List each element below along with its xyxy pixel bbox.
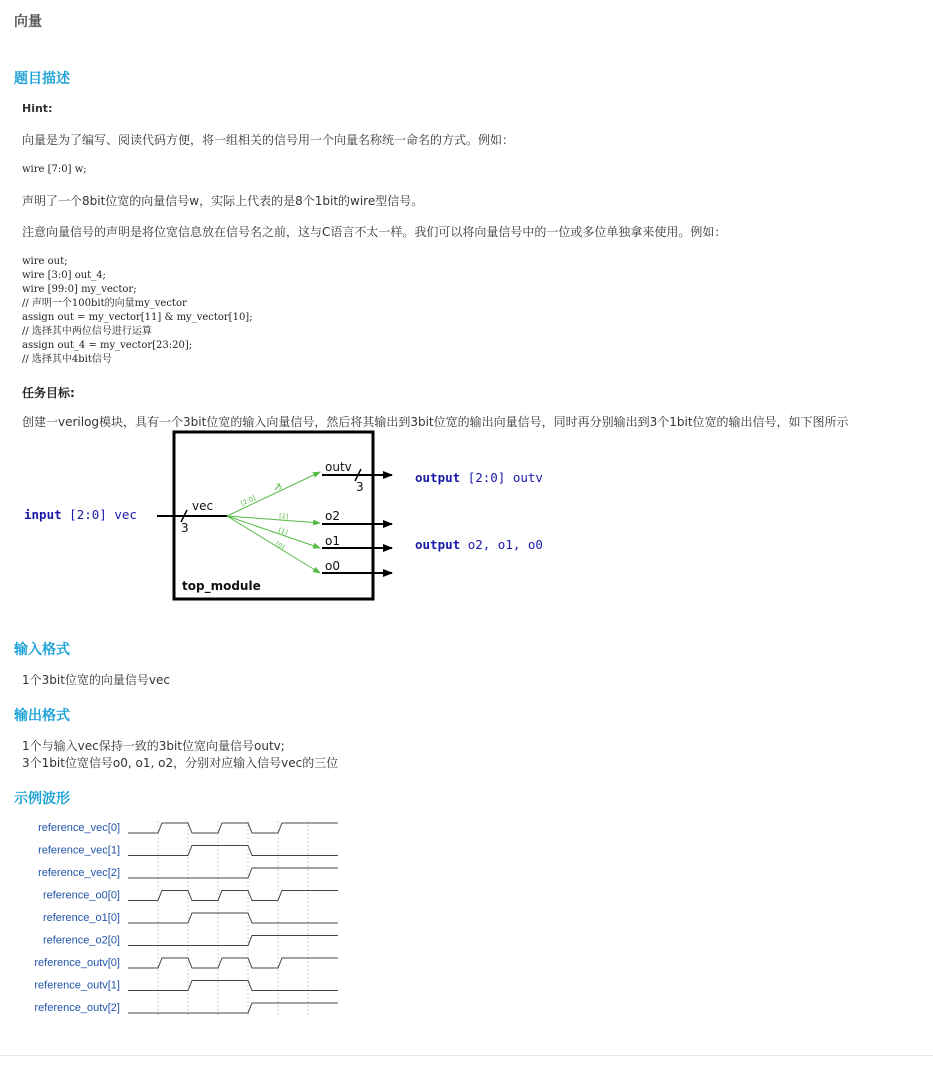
page-title: 向量 [14, 14, 42, 30]
waveform-chart [0, 815, 360, 1030]
waveform-signal-label: reference_o2[0] [42, 934, 120, 947]
waveform-signal-label: reference_o0[0] [42, 889, 120, 902]
code-line: wire [3:0] out_4; [22, 270, 106, 281]
waveform-signal-label: reference_vec[2] [38, 867, 120, 879]
bus-label-full: [2:0] [239, 493, 257, 508]
hint-label: Hint: [22, 102, 53, 115]
waveform-trace [128, 981, 338, 991]
code-example-2 [22, 255, 253, 367]
section-heading-input-format: 输入格式 [14, 642, 70, 658]
waveform-signal-label: reference_outv[0] [34, 957, 120, 969]
code-line: wire out; [22, 256, 68, 267]
output-keyword: output [415, 470, 461, 485]
waveform-signal-label: reference_outv[2] [34, 1002, 120, 1014]
description-paragraph-2: 声明了一个8bit位宽的向量信号w，实际上代表的是8个1bit的wire型信号。 [22, 194, 424, 208]
input-keyword: input [24, 507, 62, 522]
o1-label: o1 [325, 534, 340, 548]
section-heading-waveform: 示例波形 [14, 791, 70, 807]
output-keyword: output [415, 537, 461, 552]
waveform-signal-label: reference_vec[0] [38, 822, 120, 834]
input-signal: [2:0] vec [69, 507, 137, 522]
code-line: wire [99:0] my_vector; [22, 284, 137, 295]
waveform-trace [128, 1003, 338, 1013]
outv-label: outv [325, 460, 352, 474]
footer-divider [0, 1055, 933, 1056]
section-heading-description: 题目描述 [14, 71, 70, 87]
output-format-line-2: 3个1bit位宽信号o0, o1, o2，分别对应输入信号vec的三位 [22, 756, 339, 770]
section-heading-output-format: 输出格式 [14, 708, 70, 724]
waveform-signal-label: reference_vec[1] [38, 844, 120, 857]
description-paragraph-1: 向量是为了编写、阅读代码方便，将一组相关的信号用一个向量名称统一命名的方式。例如： [22, 133, 515, 147]
code-comment: // 选择其中4bit信号 [22, 354, 112, 365]
output-width-label: 3 [356, 480, 364, 494]
task-label: 任务目标: [22, 386, 75, 400]
code-comment: // 选择其中两位信号进行运算 [22, 326, 152, 337]
input-declaration [24, 507, 137, 522]
bus-label-bit1: [1] [277, 526, 289, 537]
green-wire-o0 [227, 516, 320, 573]
waveform-labels [34, 822, 120, 1014]
task-text: 创建一verilog模块，具有一个3bit位宽的输入向量信号，然后将其输出到3bit位宽的输出向量信号，同时再分别输出到3个1bit位宽的输出信号，如下图所示 [22, 415, 849, 429]
code-comment: // 声明一个100bit的向量my_vector [22, 298, 187, 309]
waveform-signal-label: reference_outv[1] [34, 979, 120, 992]
o2-label: o2 [325, 509, 340, 523]
output-bits-signals: o2, o1, o0 [467, 537, 543, 552]
waveform-trace [128, 936, 338, 946]
bus-label-bit2: [2] [278, 512, 289, 521]
waveform-grid [158, 821, 308, 1018]
output-vector-declaration [415, 470, 543, 485]
green-wire-outv [227, 472, 320, 516]
waveform-trace [128, 958, 338, 968]
waveform-signal-label: reference_o1[0] [42, 912, 120, 924]
green-wire-o1 [227, 516, 320, 548]
waveform-trace [128, 868, 338, 878]
waveform-trace [128, 846, 338, 856]
vec-label: vec [192, 499, 214, 513]
output-bits-declaration [415, 537, 543, 552]
o0-label: o0 [325, 559, 340, 573]
code-line: assign out_4 = my_vector[23:20]; [22, 340, 193, 351]
output-vector-signal: [2:0] outv [467, 470, 543, 485]
waveform-trace [128, 913, 338, 923]
waveform-trace [128, 823, 338, 833]
input-format-text: 1个3bit位宽的向量信号vec [22, 673, 171, 687]
code-example-1: wire [7:0] w; [22, 164, 87, 175]
output-format-line-1: 1个与输入vec保持一致的3bit位宽向量信号outv; [22, 739, 285, 753]
green-width-label: 3 [275, 481, 284, 492]
module-diagram [0, 428, 933, 606]
input-width-label: 3 [181, 521, 189, 535]
bus-label-bit0: [0] [274, 539, 286, 552]
code-line: assign out = my_vector[11] & my_vector[10]; [22, 312, 253, 323]
waveform-traces [128, 823, 338, 1013]
waveform-trace [128, 891, 338, 901]
green-wire-o2 [227, 516, 320, 523]
module-name: top_module [182, 579, 261, 593]
description-paragraph-3: 注意向量信号的声明是将位宽信息放在信号名之前，这与C语言不太一样。我们可以将向量信号中的一位或多位单独拿来使用。例如： [22, 225, 727, 239]
